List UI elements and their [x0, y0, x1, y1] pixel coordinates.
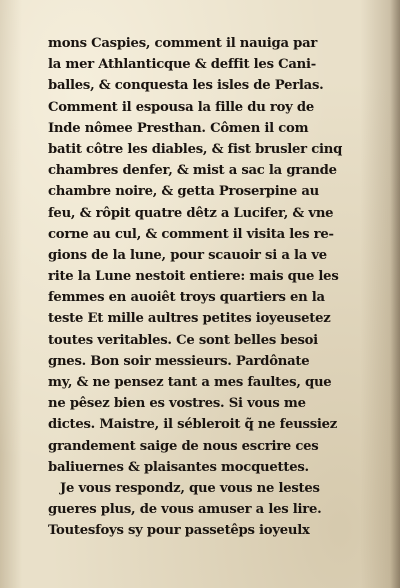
text-line: gueres plus, de vous amuser a les lire. [48, 502, 322, 518]
text-line: corne au cul, & comment il visita les re- [48, 226, 334, 242]
text-line: toutes veritables. Ce sont belles besoi [48, 332, 318, 348]
text-line: Comment il espousa la fille du roy de [48, 99, 315, 115]
page-text-block [48, 33, 374, 542]
text-line: gnes. Bon soir messieurs. Pardônate [48, 353, 310, 369]
page-gutter-shadow [390, 0, 400, 588]
text-line: feu, & rôpit quatre dêtz a Lucifer, & vne [48, 205, 334, 221]
text-line: balles, & conquesta les isles de Perlas. [48, 78, 324, 94]
text-line: chambres denfer, & mist a sac la grande [48, 163, 337, 179]
text-line: grandement saige de nous escrire ces [48, 438, 319, 454]
text-line: dictes. Maistre, il sébleroit q̃ ne feussiez [48, 417, 338, 433]
text-line: rite la Lune nestoit entiere: mais que les [48, 269, 339, 285]
text-line: Inde nômee Presthan. Cômen il com [48, 120, 309, 136]
text-line: Toutesfoys sy pour passetêps ioyeulx [48, 523, 310, 539]
text-line: gions de la lune, pour scauoir si a la ve [48, 247, 327, 263]
text-line: baliuernes & plaisantes mocquettes. [48, 459, 309, 475]
text-line: teste Et mille aultres petites ioyeusetez [48, 311, 331, 327]
text-line: my, & ne pensez tant a mes faultes, que [48, 375, 332, 390]
text-line: batit côtre les diables, & fist brusler cinq [48, 141, 343, 157]
text-line: chambre noire, & getta Proserpine au [48, 184, 319, 200]
text-line: ne pêsez bien es vostres. Si vous me [48, 396, 306, 412]
text-line: femmes en auoiêt troys quartiers en la [48, 290, 325, 306]
text-line: la mer Athlanticque & deffit les Cani- [48, 57, 316, 73]
text-line: Je vous respondz, que vous ne lestes [60, 480, 320, 496]
text-line: mons Caspies, comment il nauiga par [48, 36, 318, 51]
